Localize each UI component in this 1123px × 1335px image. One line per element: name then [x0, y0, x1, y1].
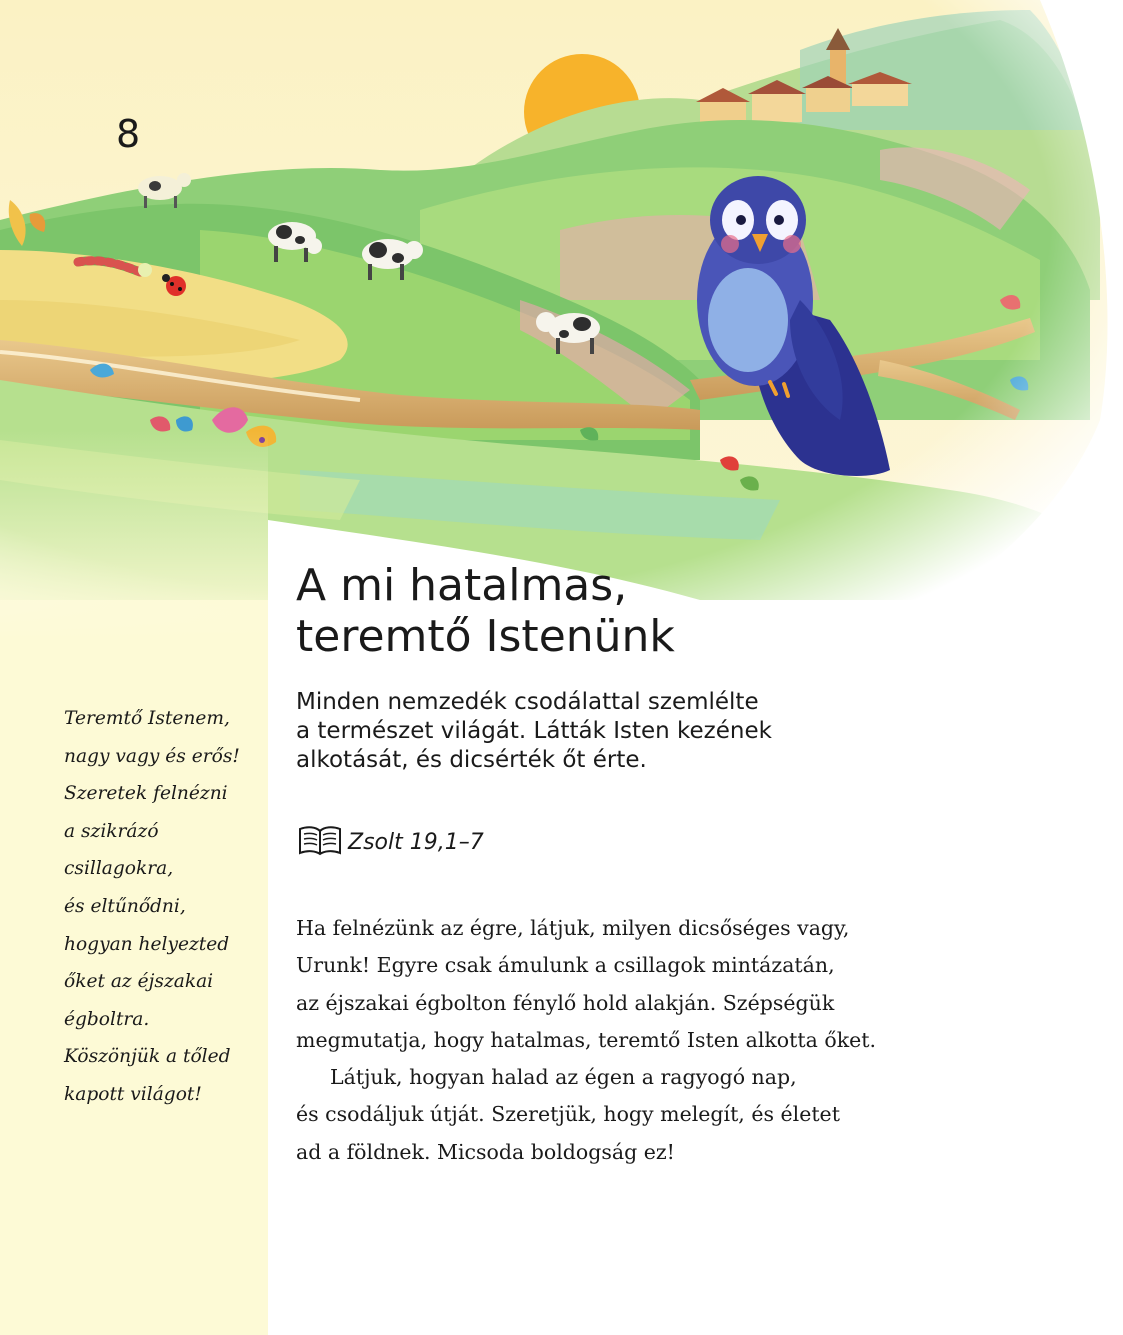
prayer-text — [64, 700, 260, 1114]
prayer-line: Köszönjük a tőled — [64, 1046, 231, 1068]
prayer-line: hogyan helyezted — [64, 933, 230, 955]
title-line: A mi hatalmas, — [296, 560, 628, 611]
prayer-line: és eltűnődni, — [64, 895, 186, 917]
landscape-illustration — [0, 0, 1123, 640]
page-title — [296, 560, 856, 662]
prayer-line: égboltra. — [64, 1008, 150, 1030]
intro-line: Minden nemzedék csodálattal szemlélte — [296, 689, 759, 715]
title-line: teremtő Istenünk — [296, 611, 675, 662]
bible-reference — [298, 824, 484, 860]
body-line: Látjuk, hogyan halad az égen a ragyogó nap, — [330, 1065, 797, 1090]
prayer-line: Teremtő Istenem, — [64, 708, 230, 729]
body-line: megmutatja, hogy hatalmas, teremtő Isten alkotta őket. — [296, 1027, 877, 1052]
body-line: és csodáljuk útját. Szeretjük, hogy melegít, és életet — [296, 1102, 840, 1127]
open-book-icon — [298, 824, 342, 861]
prayer-line: Szeretek felnézni — [64, 783, 228, 805]
body-line: ad a földnek. Micsoda boldogság ez! — [296, 1139, 675, 1164]
prayer-line: nagy vagy és erős! — [64, 745, 240, 767]
body-line: az éjszakai égbolton fénylő hold alakján. Szépségük — [296, 990, 835, 1015]
reference-text: Zsolt 19,1–7 — [348, 829, 484, 855]
body-text — [296, 910, 936, 1171]
page-number: 8 — [116, 112, 141, 156]
body-line: Urunk! Egyre csak ámulunk a csillagok mintázatán, — [296, 953, 835, 978]
prayer-line: őket az éjszakai — [64, 971, 214, 993]
intro-line: a természet világát. Látták Isten kezének — [296, 718, 772, 744]
prayer-line: a szikrázó — [64, 820, 159, 842]
prayer-line: csillagokra, — [64, 858, 174, 880]
intro-line: alkotását, és dicsérték őt érte. — [296, 747, 647, 773]
intro-paragraph — [296, 688, 896, 775]
prayer-line: kapott világot! — [64, 1083, 202, 1105]
body-line: Ha felnézünk az égre, látjuk, milyen dicsőséges vagy, — [296, 916, 850, 940]
